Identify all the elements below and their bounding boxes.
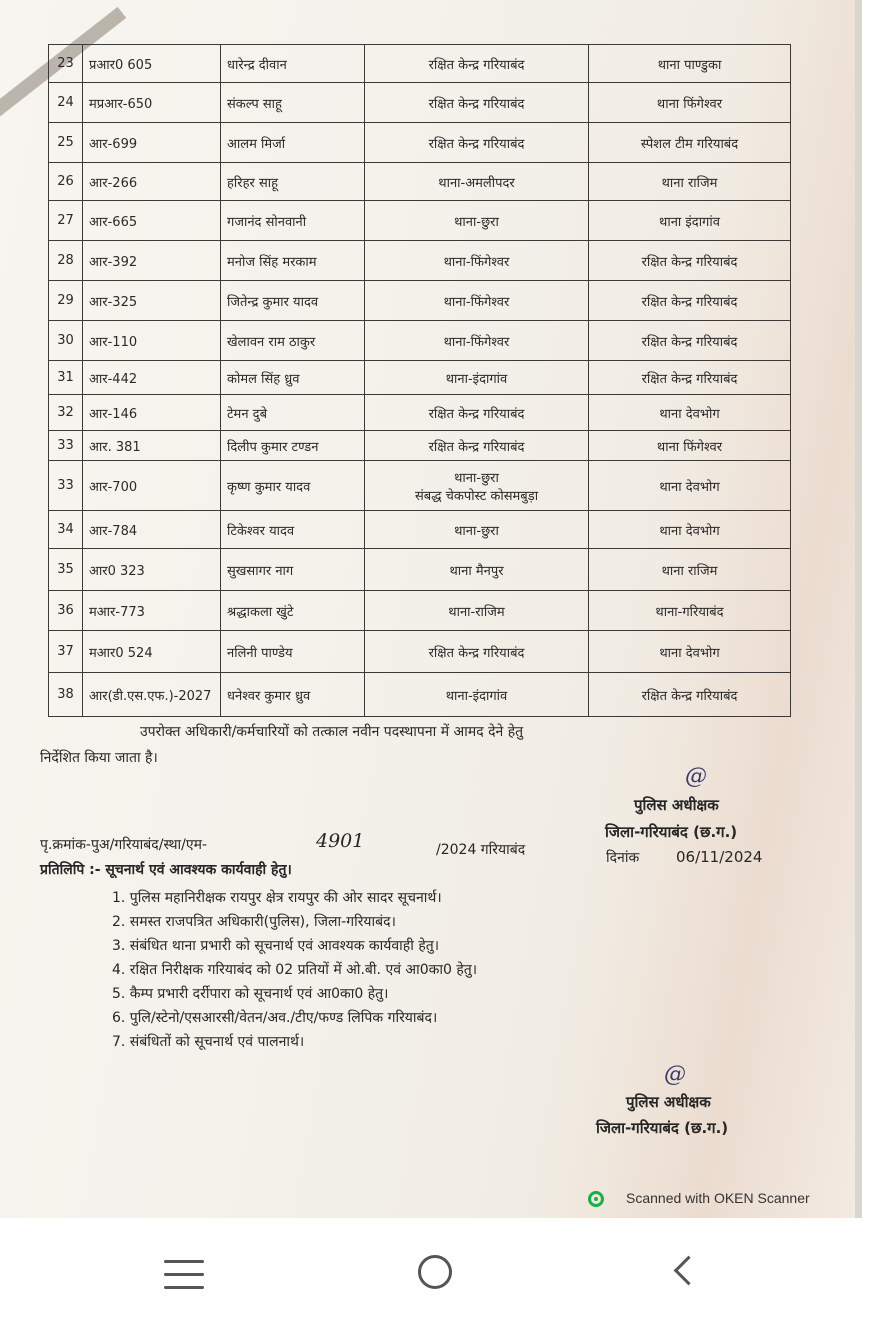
signatory-title-2: पुलिस अधीक्षक bbox=[626, 1093, 711, 1111]
table-row bbox=[49, 201, 791, 241]
serial-cell: 26 bbox=[49, 163, 83, 201]
code-cell: आर-146 bbox=[83, 395, 221, 431]
date-label: दिनांक bbox=[606, 850, 640, 866]
copy-to-item: 3. संबंधित थाना प्रभारी को सूचनार्थ एवं आवश्यक कार्यवाही हेतु। bbox=[112, 938, 440, 954]
name-cell: धारेन्द्र दीवान bbox=[221, 45, 365, 83]
serial-cell: 38 bbox=[49, 673, 83, 717]
code-cell: आर-325 bbox=[83, 281, 221, 321]
code-cell: प्रआर0 605 bbox=[83, 45, 221, 83]
table-row bbox=[49, 549, 791, 591]
table-row bbox=[49, 83, 791, 123]
to-cell: थाना-गरियाबंद bbox=[589, 591, 791, 631]
code-cell: आर-699 bbox=[83, 123, 221, 163]
code-cell: आर-784 bbox=[83, 511, 221, 549]
code-cell: आर-110 bbox=[83, 321, 221, 361]
oken-logo-icon bbox=[588, 1191, 604, 1207]
signatory-title: पुलिस अधीक्षक bbox=[634, 796, 719, 814]
from-cell: रक्षित केन्द्र गरियाबंद bbox=[365, 45, 589, 83]
directive-line-2: निर्देशित किया जाता है। bbox=[40, 750, 158, 766]
to-cell: रक्षित केन्द्र गरियाबंद bbox=[589, 321, 791, 361]
code-cell: आर-665 bbox=[83, 201, 221, 241]
name-cell: टिकेश्वर यादव bbox=[221, 511, 365, 549]
to-cell: स्पेशल टीम गरियाबंद bbox=[589, 123, 791, 163]
signature-mark-2: @ bbox=[664, 1062, 686, 1087]
name-cell: संकल्प साहू bbox=[221, 83, 365, 123]
to-cell: थाना राजिम bbox=[589, 163, 791, 201]
from-cell: रक्षित केन्द्र गरियाबंद bbox=[365, 395, 589, 431]
from-cell: थाना-छुरा bbox=[365, 511, 589, 549]
from-cell: थाना-फिंगेश्वर bbox=[365, 281, 589, 321]
back-icon[interactable] bbox=[672, 1256, 694, 1278]
from-cell: रक्षित केन्द्र गरियाबंद bbox=[365, 83, 589, 123]
to-cell: थाना राजिम bbox=[589, 549, 791, 591]
serial-cell: 25 bbox=[49, 123, 83, 163]
to-cell: रक्षित केन्द्र गरियाबंद bbox=[589, 673, 791, 717]
page-edge bbox=[855, 0, 862, 1218]
serial-cell: 33 bbox=[49, 431, 83, 461]
from-cell: थाना-अमलीपदर bbox=[365, 163, 589, 201]
to-cell: थाना इंदागांव bbox=[589, 201, 791, 241]
serial-cell: 23 bbox=[49, 45, 83, 83]
from-cell: थाना-फिंगेश्वर bbox=[365, 241, 589, 281]
reference-number: 4901 bbox=[316, 830, 365, 852]
home-icon[interactable] bbox=[418, 1255, 452, 1289]
from-cell: थाना-इंदागांव bbox=[365, 361, 589, 395]
menu-icon[interactable] bbox=[164, 1260, 204, 1290]
code-cell: मआर0 524 bbox=[83, 631, 221, 673]
table-row bbox=[49, 511, 791, 549]
from-cell: थाना-इंदागांव bbox=[365, 673, 589, 717]
name-cell: मनोज सिंह मरकाम bbox=[221, 241, 365, 281]
serial-cell: 32 bbox=[49, 395, 83, 431]
copy-to-item: 7. संबंधितों को सूचनार्थ एवं पालनार्थ। bbox=[112, 1034, 305, 1050]
from-cell: थाना-छुरा bbox=[365, 201, 589, 241]
table-row bbox=[49, 123, 791, 163]
code-cell: मप्रआर-650 bbox=[83, 83, 221, 123]
name-cell: दिलीप कुमार टण्डन bbox=[221, 431, 365, 461]
code-cell: आर. 381 bbox=[83, 431, 221, 461]
to-cell: थाना फिंगेश्वर bbox=[589, 83, 791, 123]
from-cell: रक्षित केन्द्र गरियाबंद bbox=[365, 631, 589, 673]
code-cell: आर-442 bbox=[83, 361, 221, 395]
table-row bbox=[49, 461, 791, 511]
signature-mark: @ bbox=[685, 764, 707, 789]
table-row bbox=[49, 163, 791, 201]
from-cell: थाना-फिंगेश्वर bbox=[365, 321, 589, 361]
copy-to-item: 2. समस्त राजपत्रित अधिकारी(पुलिस), जिला-गरियाबंद। bbox=[112, 914, 396, 930]
copy-to-heading: प्रतिलिपि :- सूचनार्थ एवं आवश्यक कार्यवाही हेतु। bbox=[40, 862, 292, 878]
name-cell: श्रद्धाकला खुंटे bbox=[221, 591, 365, 631]
serial-cell: 27 bbox=[49, 201, 83, 241]
table-row bbox=[49, 431, 791, 461]
to-cell: थाना पाण्डुका bbox=[589, 45, 791, 83]
signatory-district: जिला-गरियाबंद (छ.ग.) bbox=[605, 823, 738, 841]
name-cell: कृष्ण कुमार यादव bbox=[221, 461, 365, 511]
to-cell: थाना देवभोग bbox=[589, 511, 791, 549]
name-cell: हरिहर साहू bbox=[221, 163, 365, 201]
copy-to-item: 1. पुलिस महानिरीक्षक रायपुर क्षेत्र रायपुर की ओर सादर सूचनार्थ। bbox=[112, 890, 442, 906]
to-cell: थाना देवभोग bbox=[589, 631, 791, 673]
name-cell: टेमन दुबे bbox=[221, 395, 365, 431]
table-row bbox=[49, 361, 791, 395]
serial-cell: 29 bbox=[49, 281, 83, 321]
code-cell: आर(डी.एस.एफ.)-2027 bbox=[83, 673, 221, 717]
name-cell: गजानंद सोनवानी bbox=[221, 201, 365, 241]
table-row bbox=[49, 281, 791, 321]
from-cell: थाना-राजिम bbox=[365, 591, 589, 631]
to-cell: रक्षित केन्द्र गरियाबंद bbox=[589, 241, 791, 281]
scanner-watermark: Scanned with OKEN Scanner bbox=[626, 1190, 810, 1206]
name-cell: सुखसागर नाग bbox=[221, 549, 365, 591]
directive-line-1: उपरोक्त अधिकारी/कर्मचारियों को तत्काल नवीन पदस्थापना में आमद देने हेतु bbox=[140, 724, 524, 740]
code-cell: आर-266 bbox=[83, 163, 221, 201]
copy-to-item: 5. कैम्प प्रभारी दर्रीपारा को सूचनार्थ एवं आ0का0 हेतु। bbox=[112, 986, 389, 1002]
from-cell: रक्षित केन्द्र गरियाबंद bbox=[365, 431, 589, 461]
code-cell: आर-392 bbox=[83, 241, 221, 281]
table-row bbox=[49, 591, 791, 631]
table-row bbox=[49, 241, 791, 281]
to-cell: थाना फिंगेश्वर bbox=[589, 431, 791, 461]
signatory-district-2: जिला-गरियाबंद (छ.ग.) bbox=[596, 1119, 729, 1137]
copy-to-item: 4. रक्षित निरीक्षक गरियाबंद को 02 प्रतियों में ओ.बी. एवं आ0का0 हेतु। bbox=[112, 962, 478, 978]
table-row bbox=[49, 395, 791, 431]
code-cell: मआर-773 bbox=[83, 591, 221, 631]
name-cell: नलिनी पाण्डेय bbox=[221, 631, 365, 673]
to-cell: रक्षित केन्द्र गरियाबंद bbox=[589, 361, 791, 395]
serial-cell: 33 bbox=[49, 461, 83, 511]
from-cell: रक्षित केन्द्र गरियाबंद bbox=[365, 123, 589, 163]
serial-cell: 24 bbox=[49, 83, 83, 123]
code-cell: आर-700 bbox=[83, 461, 221, 511]
reference-suffix: /2024 गरियाबंद bbox=[436, 842, 526, 858]
table-row bbox=[49, 631, 791, 673]
table-row bbox=[49, 673, 791, 717]
issue-date: 06/11/2024 bbox=[676, 848, 763, 866]
from-cell: थाना-छुरा संबद्ध चेकपोस्ट कोसमबुड़ा bbox=[365, 461, 589, 511]
serial-cell: 28 bbox=[49, 241, 83, 281]
table-row bbox=[49, 321, 791, 361]
serial-cell: 34 bbox=[49, 511, 83, 549]
copy-to-item: 6. पुलि/स्टेनो/एसआरसी/वेतन/अव./टीए/फण्ड लिपिक गरियाबंद। bbox=[112, 1010, 438, 1026]
name-cell: खेलावन राम ठाकुर bbox=[221, 321, 365, 361]
name-cell: धनेश्वर कुमार ध्रुव bbox=[221, 673, 365, 717]
serial-cell: 30 bbox=[49, 321, 83, 361]
to-cell: थाना देवभोग bbox=[589, 395, 791, 431]
serial-cell: 36 bbox=[49, 591, 83, 631]
table-row bbox=[49, 45, 791, 83]
to-cell: रक्षित केन्द्र गरियाबंद bbox=[589, 281, 791, 321]
name-cell: कोमल सिंह ध्रुव bbox=[221, 361, 365, 395]
from-cell: थाना मैनपुर bbox=[365, 549, 589, 591]
transfer-table bbox=[48, 44, 791, 717]
reference-prefix: पृ.क्रमांक-पुअ/गरियाबंद/स्था/एम- bbox=[40, 837, 208, 853]
serial-cell: 37 bbox=[49, 631, 83, 673]
name-cell: जितेन्द्र कुमार यादव bbox=[221, 281, 365, 321]
code-cell: आर0 323 bbox=[83, 549, 221, 591]
to-cell: थाना देवभोग bbox=[589, 461, 791, 511]
serial-cell: 35 bbox=[49, 549, 83, 591]
name-cell: आलम मिर्जा bbox=[221, 123, 365, 163]
serial-cell: 31 bbox=[49, 361, 83, 395]
